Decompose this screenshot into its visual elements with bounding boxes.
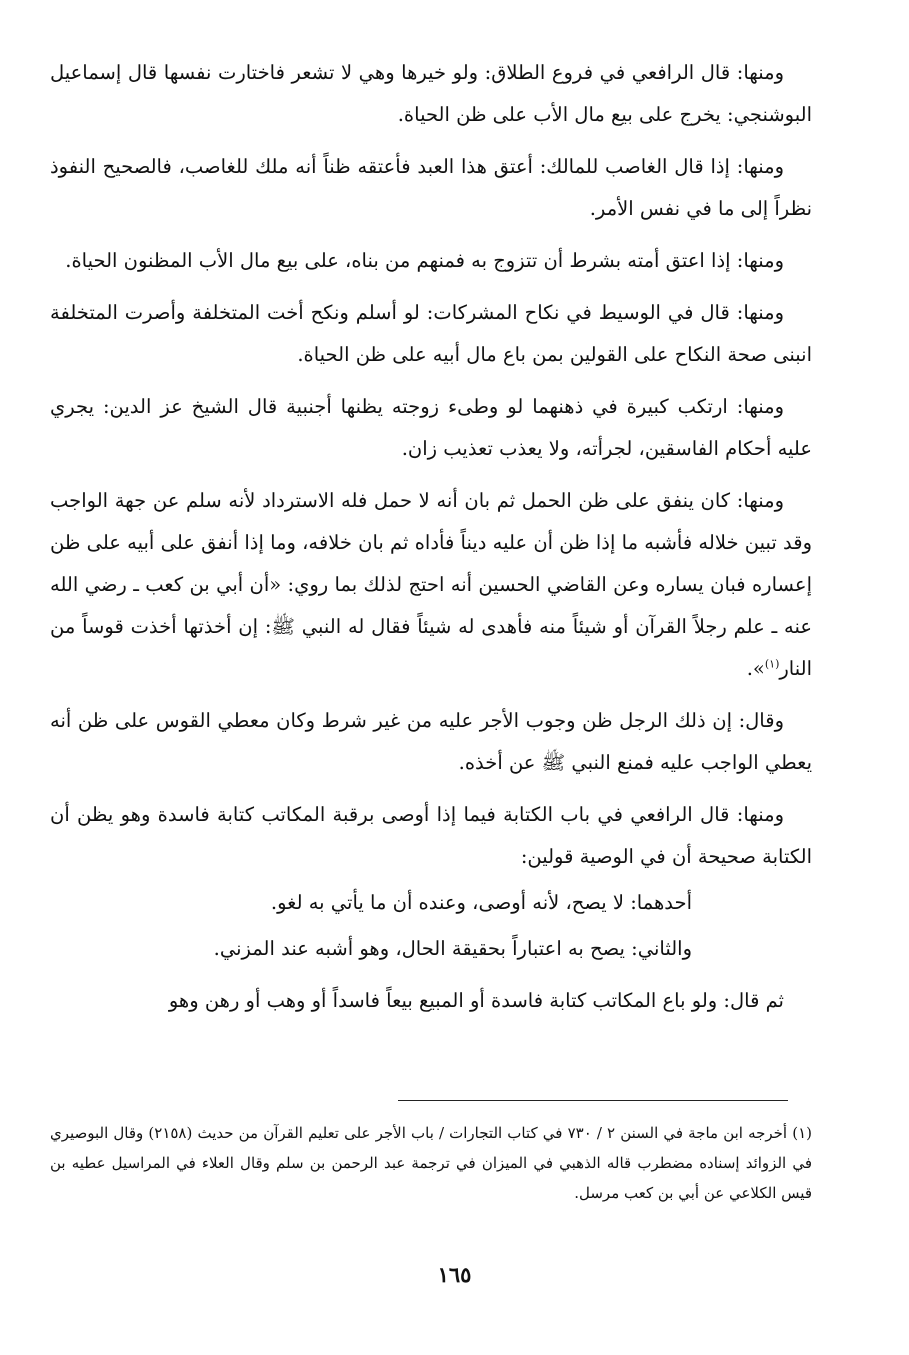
- paragraph-wasit: ومنها: قال في الوسيط في نكاح المشركات: لو أسلم ونكح أخت المتخلفة وأصرت المتخلفة انبنى صحة النكاح على القولين بمن باع مال أبيه على ظن الحياة.: [50, 301, 812, 366]
- footnote-separator: [398, 1100, 788, 1101]
- paragraph-nafaqah-text: ومنها: كان ينفق على ظن الحمل ثم بان أنه لا حمل فله الاسترداد لأنه سلم عن جهة الواجب وقد تبين خلاله فأشبه ما إذا ظن أن عليه ديناً فأداه ثم بان خلافه، وما إذا أنفق على أبيه على ظن إعساره فبان يساره وعن القاضي الحسين أنه احتج لذلك بما روي: «أن أبي بن كعب ـ رضي الله عنه ـ علم رجلاً القرآن أو شيئاً منه فأهدى له شيئاً فقال له النبي ﷺ: إن أخذتها أخذت قوساً من النار: [50, 489, 812, 680]
- paragraph-qal: وقال: إن ذلك الرجل ظن وجوب الأجر عليه من غير شرط وكان معطي القوس على ظن أنه يعطي الواجب عليه فمنع النبي ﷺ عن أخذه.: [50, 709, 812, 774]
- opinion-second: والثاني: يصح به اعتباراً بحقيقة الحال، وهو أشبه عند المزني.: [213, 937, 692, 960]
- opinion-first: أحدهما: لا يصح، لأنه أوصى، وعنده أن ما يأتي به لغو.: [270, 891, 692, 914]
- paragraph-nafaqah: [50, 480, 812, 690]
- footnote-1: (١) أخرجه ابن ماجة في السنن ٢ / ٧٣٠ في كتاب التجارات / باب الأجر على تعليم القرآن من حديث (٢١٥٨) وقال البوصيري في الزوائد إسناده مضطرب قاله الذهبي في الميزان في ترجمة عبد الرحمن بن سلم وقال العلاء في المراسيل عطيه بن قيس الكلاعي عن أبي بن كعب مرسل.: [50, 1124, 812, 1202]
- paragraph-nafaqah-closing: ».: [746, 657, 765, 680]
- paragraph-rafii-kitabah: ومنها: قال الرافعي في باب الكتابة فيما إذا أوصى برقبة المكاتب كتابة فاسدة وهو يظن أن الكتابة صحيحة أن في الوصية قولين:: [50, 803, 812, 868]
- paragraph-ghasib: ومنها: إذا قال الغاصب للمالك: أعتق هذا العبد فأعتقه ظناً أنه ملك للغاصب، فالصحيح النفوذ نظراً إلى ما في نفس الأمر.: [50, 155, 812, 220]
- paragraph-rafii-talaq: ومنها: قال الرافعي في فروع الطلاق: ولو خيرها وهي لا تشعر فاختارت نفسها قال إسماعيل البوشنجي: يخرج على بيع مال الأب على ظن الحياة.: [50, 61, 812, 126]
- paragraph-itq-amah: ومنها: إذا اعتق أمته بشرط أن تتزوج به فمنهم من بناه، على بيع مال الأب المظنون الحياة.: [65, 249, 784, 272]
- footnotes: [50, 1118, 812, 1208]
- footnote-reference[interactable]: (١): [764, 657, 780, 671]
- main-text: [50, 52, 812, 1032]
- page-number: ١٦٥: [437, 1262, 472, 1287]
- paragraph-last: ثم قال: ولو باع المكاتب كتابة فاسدة أو المبيع بيعاً فاسداً أو وهب أو رهن وهو: [168, 989, 784, 1012]
- paragraph-kabirah: ومنها: ارتكب كبيرة في ذهنهما لو وطىء زوجته يظنها أجنبية قال الشيخ عز الدين: يجري عليه أحكام الفاسقين، لجرأته، ولا يعذب تعذيب زان.: [50, 395, 812, 460]
